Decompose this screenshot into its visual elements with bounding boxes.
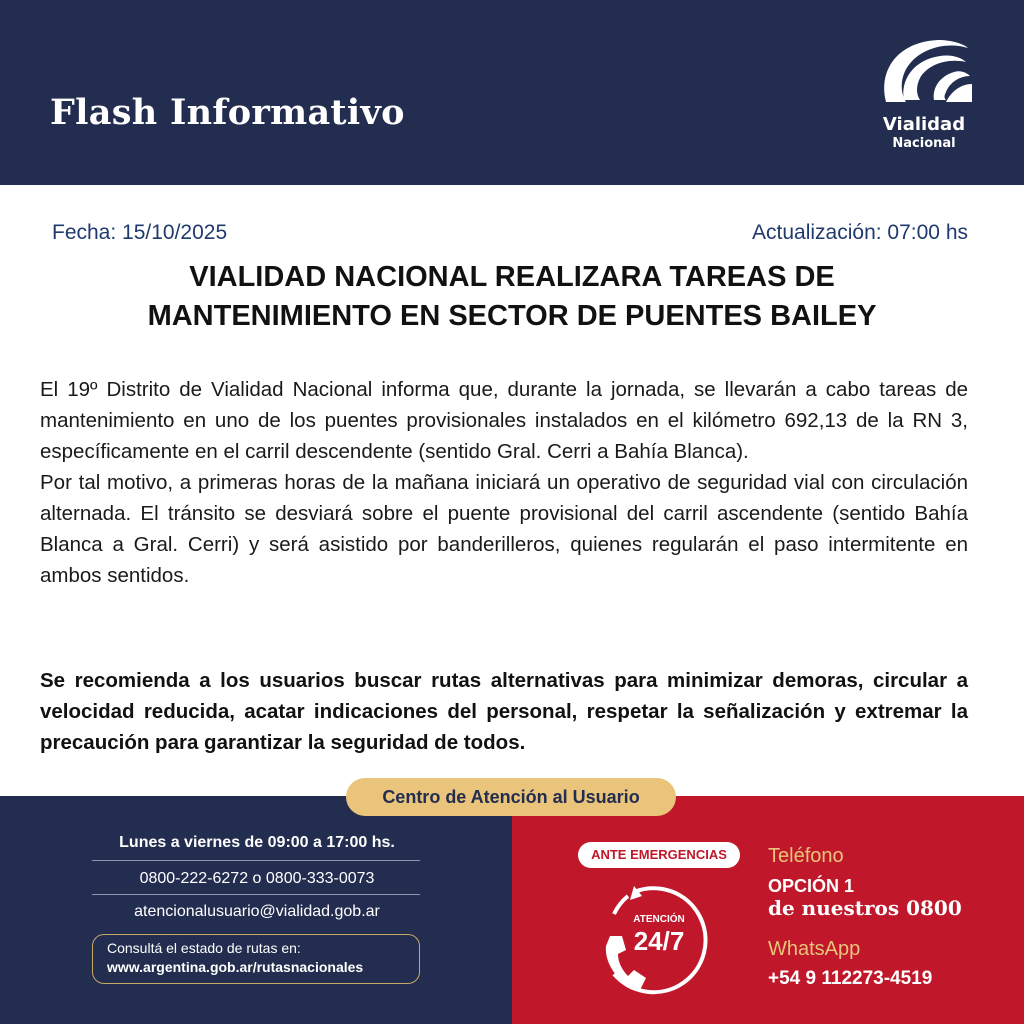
logo-subtitle: Nacional [892,136,956,151]
clock-label: ATENCIÓN [633,914,685,925]
phone-numbers: 0800-222-6272 o 0800-333-0073 [139,870,375,887]
headline-line-2: MANTENIMIENTO EN SECTOR DE PUENTES BAILEY [147,300,877,332]
phone-label: Teléfono [768,845,844,867]
article-body [40,374,968,591]
bulletin-date: Fecha: 15/10/2025 [52,221,228,244]
user-service-center-badge: Centro de Atención al Usuario [346,778,676,816]
headline [60,258,964,336]
vialidad-logo [868,32,980,157]
logo-name: Vialidad [882,114,966,135]
whatsapp-number[interactable]: +54 9 112273-4519 [768,968,933,989]
routes-label: Consultá el estado de rutas en: [107,940,301,956]
body-paragraph-2: Por tal motivo, a primeras horas de la mañana iniciará un operativo de seguridad vial con circulación alternada. El tránsito se desviará sobre el puente provisional del carril ascendente (sentido Bahía Blanca a Gral. Cerri) y será asistido por banderilleros, quienes regularán el paso intermitente en ambos sentidos. [40,471,968,587]
emergency-badge: ANTE EMERGENCIAS [578,842,740,868]
phone-option-detail: de nuestros 0800 [768,896,962,920]
vialidad-road-logo-icon [876,32,972,114]
email-link[interactable]: atencionalusuario@vialidad.gob.ar [134,903,380,920]
phone-option: OPCIÓN 1 [768,876,855,896]
routes-status-box [92,934,420,984]
recommendation-paragraph: Se recomienda a los usuarios buscar rutas alternativas para minimizar demoras, circular a velocidad reducida, acatar indicaciones del personal, respetar la señalización y extremar la precaución para garantizar la seguridad de todos. [40,669,968,754]
bulletin-update-time: Actualización: 07:00 hs [752,221,968,244]
clock-value: 24/7 [633,926,685,956]
divider [92,860,420,861]
page-title: Flash Informativo [50,92,405,133]
attention-24-7-badge [594,874,724,1004]
office-hours: Lunes a viernes de 09:00 a 17:00 hs. [119,834,395,851]
header-banner [0,0,1024,185]
body-paragraph-1: El 19º Distrito de Vialidad Nacional informa que, durante la jornada, se llevarán a cabo tareas de mantenimiento en uno de los puentes provisionales instalados en el kilómetro 692,13 de la RN 3, específicamente en el carril descendente (sentido Gral. Cerri a Bahía Blanca). [40,378,968,463]
headline-line-1: VIALIDAD NACIONAL REALIZARA TAREAS DE [189,261,835,293]
whatsapp-label: WhatsApp [768,938,861,960]
routes-url-link[interactable]: www.argentina.gob.ar/rutasnacionales [107,959,364,975]
divider [92,894,420,895]
